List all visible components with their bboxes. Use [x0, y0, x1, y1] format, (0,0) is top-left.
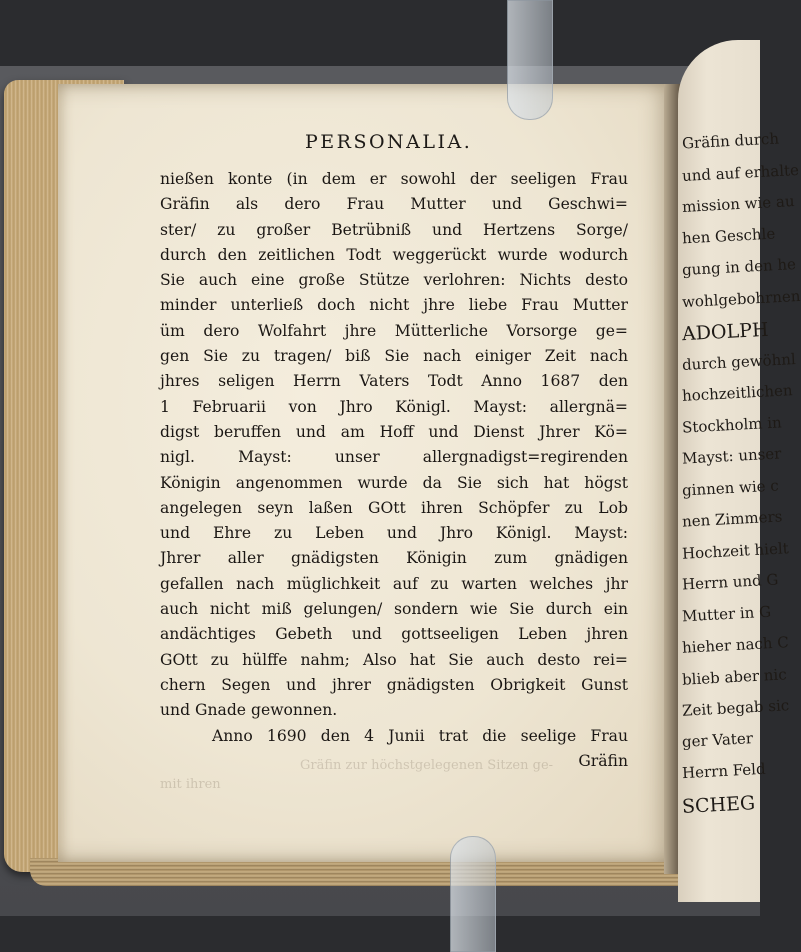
facing-page-line: nen Zimmers	[681, 507, 783, 531]
text-line: GOtt zu hülffe nahm; Also hat Sie auch desto rei=	[160, 650, 628, 669]
facing-page-line: blieb aber nic	[681, 664, 788, 689]
text-line: Sie auch eine große Stütze verlohren: Nichts desto	[160, 271, 628, 290]
facing-page-line: Hochzeit hielt	[681, 538, 790, 563]
text-line: Jhrer aller gnädigsten Königin zum gnädigen	[160, 549, 628, 568]
text-line: und Ehre zu Leben und Jhro Königl. Mayst:	[160, 524, 628, 543]
text-line: andächtiges Gebeth und gottseeligen Leben jhren	[160, 625, 628, 644]
facing-page-line: Herrn und G	[681, 570, 779, 594]
text-line: auch nicht miß gelungen/ sondern wie Sie durch ein	[160, 600, 628, 619]
text-line: chern Segen und jhrer gnädigsten Obrigkeit Gunst	[160, 675, 628, 694]
text-line: ster/ zu großer Betrübniß und Hertzens Sorge/	[160, 220, 628, 239]
facing-page-line: wohlgebohrnen	[681, 286, 801, 311]
page-bottom-edges	[30, 858, 706, 886]
text-line: angelegen seyn laßen GOtt ihren Schöpfer zu Lob	[160, 498, 628, 517]
text-line: Königin angenommen wurde da Sie sich hat högst	[160, 473, 628, 492]
facing-page-line: mission wie au	[681, 192, 795, 216]
text-line: gefallen nach müglichkeit auf zu warten welches jhr	[160, 574, 628, 593]
text-line: Anno 1690 den 4 Junii trat die seelige Frau	[212, 726, 628, 745]
facing-page-line: Mayst: unser	[681, 444, 782, 468]
facing-page-line: Gräfin durch	[681, 129, 780, 153]
facing-page-line: Mutter in G	[681, 602, 772, 625]
facing-page-line: SCHEG	[681, 791, 756, 818]
facing-page-line: Herrn Feld	[681, 759, 767, 783]
facing-page-line: Stockholm in	[681, 412, 783, 437]
text-line: durch den zeitlichen Todt weggerückt wurde wodurch	[160, 245, 628, 264]
text-line: minder unterließ doch nicht jhre liebe Frau Mutter	[160, 296, 628, 315]
text-line: digst beruffen und am Hoff und Dienst Jhrer Kö=	[160, 422, 628, 441]
text-line: üm dero Wolfahrt jhre Mütterliche Vorsorge ge=	[160, 321, 628, 340]
facing-page-line: Zeit begab sic	[681, 696, 790, 720]
text-line: Gräfin	[578, 751, 628, 770]
facing-page-line: und auf erhalte	[681, 160, 800, 185]
running-header: PERSONALIA.	[305, 131, 473, 153]
text-line: gen Sie zu tragen/ biß Sie nach einiger Zeit nach	[160, 347, 628, 366]
facing-page-line: durch gewöhnl	[681, 349, 797, 374]
show-through-text: Gräfin zur höchstgelegenen Sitzen ge-	[300, 758, 554, 773]
book-page-right	[678, 40, 801, 902]
page-holder-clip-top	[507, 0, 553, 120]
text-line: und Gnade gewonnen.	[160, 701, 338, 720]
facing-page-line: ginnen wie c	[681, 475, 780, 500]
text-line: jhres seligen Herrn Vaters Todt Anno 1687 den	[160, 372, 628, 391]
facing-page-line: hen Geschle	[681, 224, 776, 247]
page-holder-clip-bottom	[450, 836, 496, 952]
facing-page-line: ADOLPH	[681, 318, 770, 346]
text-line: nigl. Mayst: unser allergnadigst=regirenden	[160, 448, 628, 467]
facing-page-line: hochzeitlichen	[681, 381, 793, 405]
text-line: nießen konte (in dem er sowohl der seeligen Frau	[160, 170, 628, 188]
facing-page-line: ger Vater	[681, 728, 754, 751]
text-line: 1 Februarii von Jhro Königl. Mayst: allergnä=	[160, 397, 628, 416]
facing-page-line: hieher nach C	[681, 633, 790, 657]
show-through-text-2: mit ihren	[160, 777, 221, 792]
facing-page-line: gung in den he	[681, 255, 797, 279]
page-body-text	[160, 167, 628, 774]
text-line: Gräfin als dero Frau Mutter und Geschwi=	[160, 195, 628, 214]
